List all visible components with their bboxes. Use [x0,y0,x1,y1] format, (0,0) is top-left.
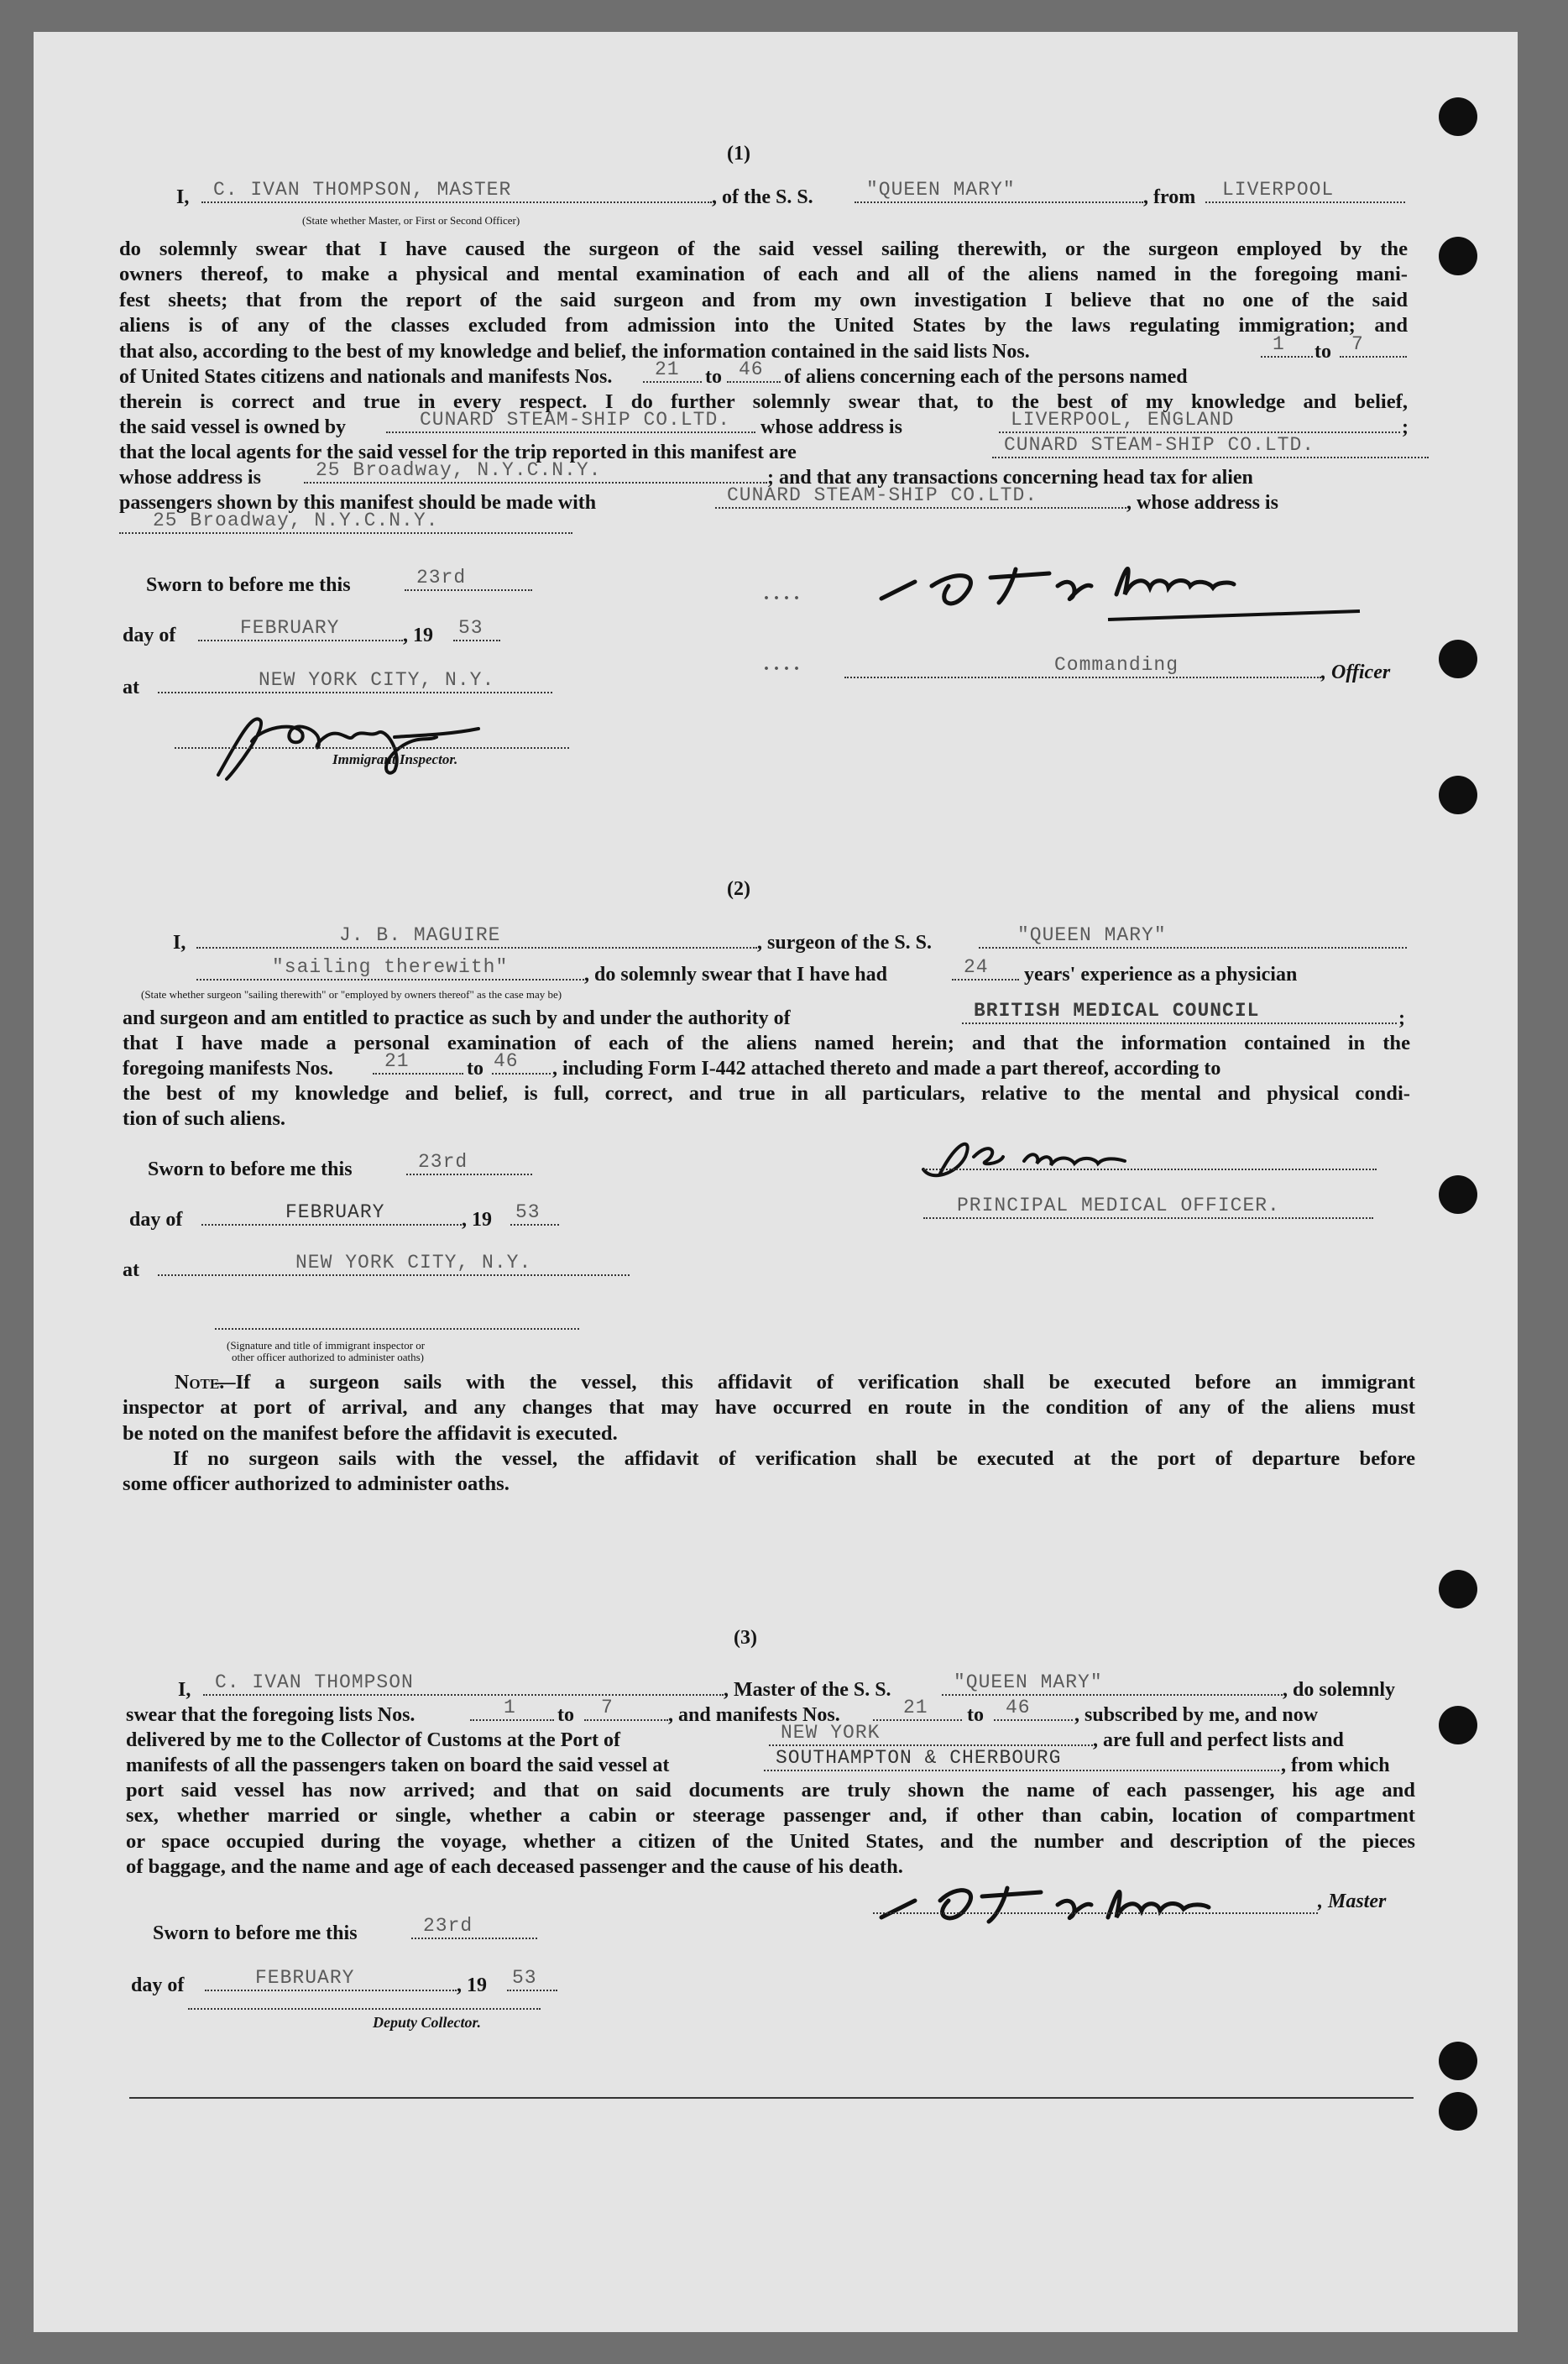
owner-address-field: LIVERPOOL, ENGLAND [999,408,1400,433]
month-field: FEBRUARY [198,616,403,641]
section-1-body: do solemnly swear that I have caused the surgeon of the said vessel sailing therewith, or the surgeon employed by the owners thereof, to make a physical and mental examination of each and all of the aliens named in the foregoing mani- fest sheets; that from the report of the said surgeon and from my own investigation I believe that no one of the said aliens is of any of the classes excluded from admission into the United States by the laws regulating immigration; and [119,238,1408,337]
vessel-field [855,178,1143,203]
note-text: —If a surgeon sails with the vessel, this affidavit of verification shall be executed before an immigrant inspector at port of arrival, and any changes that may have occurred en route in the condition of any of the aliens must be noted on the manifest before the affidavit is executed. If no surgeon sails with the vessel, the affidavit of verification shall be executed at the port of departure before some officer authorized to administer oaths. [123,1371,1415,1496]
lists-from-field: 1 [1261,332,1313,358]
manifests-lead: of United States citizens and nationals and manifests Nos. [119,366,613,388]
section-3-body: port said vessel has now arrived; and that on said documents are truly shown the name of each passenger, his age and sex, whether married or single, whether a cabin or steerage passenger and, if other than cabin, location of compartment or space occupied during the voyage, whether a citizen of the United States, and the number and description of the pieces of baggage, and the name and age of each deceased passenger and the cause of his death. [126,1779,1415,1878]
state-note: (State whether Master, or First or Second Officer) [302,214,520,227]
punch-hole [1439,776,1477,814]
surgeon-sworn-day-field: 23rd [406,1150,532,1175]
manifests-from-field: 21 [643,358,702,383]
lists-to-field: 7 [1340,332,1407,358]
punch-hole [1439,640,1477,678]
capacity-field: "sailing therewith" [196,955,584,981]
officer-title-field: Commanding [844,653,1321,678]
agents-address-field: 25 Broadway, N.Y.C.N.Y. [304,458,767,484]
master-signature-2 [839,1859,1309,1934]
section-3-year-field: 53 [507,1966,557,1991]
section-3-vessel-field: "QUEEN MARY" [942,1671,1283,1696]
master-signature [856,536,1393,628]
section-2-body: that I have made a personal examination of each of the aliens named herein; and that the information contained in the [123,1032,1410,1054]
punch-hole [1439,97,1477,136]
port-field: NEW YORK [769,1721,1093,1746]
section-3-month-field: FEBRUARY [205,1966,457,1991]
head-tax-address-field: 25 Broadway, N.Y.C.N.Y. [119,509,572,534]
surgeon-manifests-from-field: 21 [373,1049,463,1075]
inspector-signature [201,695,554,787]
section-3-number: (3) [734,1627,757,1649]
lists-lead: that also, according to the best of my knowledge and belief, the information contained in the said lists Nos. [119,341,1030,363]
section-3-sworn-day-field: 23rd [411,1914,537,1939]
year-field: 53 [453,616,500,641]
manifests-to-field: 46 [727,358,781,383]
from-label: , from [1143,186,1196,208]
punch-hole [1439,237,1477,275]
section-3-manifests-from-field: 21 [873,1696,962,1721]
surgeon-title-field: PRINCIPAL MEDICAL OFFICER. [923,1194,1373,1219]
from-port-field [1205,178,1405,203]
punch-hole [1439,1706,1477,1744]
pronoun: I, [176,186,190,208]
bottom-rule [129,2097,1414,2099]
section-3-master-field: C. IVAN THOMPSON [203,1671,724,1696]
master-name-field [201,178,712,203]
punch-hole [1439,2042,1477,2080]
punch-hole [1439,1175,1477,1214]
master-signature-line [873,1912,1318,1914]
agents-field: CUNARD STEAM-SHIP CO.LTD. [992,433,1429,458]
surgeon-name-field: J. B. MAGUIRE [196,923,757,949]
surgeon-signature [907,1123,1209,1190]
head-tax-agent-field: CUNARD STEAM-SHIP CO.LTD. [715,484,1126,509]
sworn-day-field: 23rd [405,566,532,591]
owner-field: CUNARD STEAM-SHIP CO.LTD. [386,408,755,433]
section-1-body-2: therein is correct and true in every respect. I do further solemnly swear that, to the best of my knowledge and belief, [119,390,1408,413]
affidavit-page: (1) I, C. IVAN THOMPSON, MASTER , of the S. S. "QUEEN MARY" , from LIVERPOOL (State whether Master, or First or Second Officer) do solemnly swear that I have caused the surgeon of the said vessel sailing therewith, or the surgeon employed by the owners thereof, to make a physical and mental examination of each and all of the aliens named in the foregoing mani- fest sheets; that from the report of the said surgeon and from my own investigation I believe that no one of the said aliens is of any of the classes excluded from admission into the United States by the laws regulating immigration; and that also, according to the best of my knowledge and belief, the information contained in the said lists Nos. 1 to 7 of United States citizens and nationals and manifests Nos. 21 to 46 of aliens concerning each of the persons named therein is correct and true in every respect. I do further solemnly swear that, to the best of my knowledge and belief, the said vessel is owned by CUNARD STEAM-SHIP CO.LTD. whose address is LIVERPOOL, ENGLAND ; that the local agents for the said vessel for the trip reported in this manifest are CUNARD STEAM-SHIP CO.LTD. whose address is 25 Broadway, N.Y.C.N.Y. ; and that any transactions concerning head tax for alien passengers shown by this manifest should be made with CUNARD STEAM-SHIP CO.LTD. , whose address is 25 Broadway, N.Y.C.N.Y. Sworn to before me this 23rd day of FEBRUARY , 19 53 at NEW YORK CITY, N.Y. Immigrant Inspector. . . . . . . . . Commanding , Officer (2) I, J. B. MAGUIRE , surgeon of the S. S. "QUEEN MARY" "sailing therewith" , do solemnly swear that I have had 24 years' experience as a physician (State whether surgeon "sailing therewith" or "employed by owners thereof" as the case may be) and surgeon and am entitled to practice as such by and under the authority of BRITISH MEDICAL COUNCIL ; that I have made a personal examination of each of the aliens named herein; and that the information contained in the foregoing manifests Nos. 21 to 46 , including Form I-442 attached thereto and made a part thereof, according to the best of my knowledge and belief, is full, correct, and true in all particulars, relative to the mental and physical condi- tion of such aliens. Sworn to before me this 23rd day of FEBRUARY , 19 53 at NEW YORK CITY, N.Y. PRINCIPAL MEDICAL OFFICER. (Signature and title of immigrant inspector or other officer authorized to administer oaths) Note. —If a surgeon sails with the vessel, this affidavit of verification shall be executed before an immigrant inspector at port of arrival, and any changes that may have occurred en route in the condition of any of the aliens must be noted on the manifest before the affidavit is executed. If no surgeon sails with the vessel, the affidavit of verification shall be executed at the port of departure before some officer authorized to administer oaths. (3) I, C. IVAN THOMPSON , Master of the S. S. "QUEEN MARY" , do solemnly swear that the foregoing lists Nos. 1 to 7 , and manifests Nos. 21 to 46 , subscribed by me, and now delivered by me to the Collector of Customs at the Port of NEW YORK , are full and perfect lists and manifests of all the passengers taken on board the said vessel at SOUTHAMPTON & CHERBOURG , from which port said vessel has now arrived; and that on said documents are truly shown the name of each passenger, his age and sex, whether married or single, whether a cabin or steerage passenger and, if other than cabin, location of compartment or space occupied during the voyage, whether a citizen of the United States, and the number and description of the pieces of baggage, and the name and age of each deceased passenger and the cause of his death. Sworn to before me this 23rd day of FEBRUARY , 19 53 Deputy Collector. , Master [34,32,1518,2332]
years-field: 24 [952,955,1019,981]
punch-hole [1439,1570,1477,1608]
from-port: LIVERPOOL [1222,179,1335,201]
section-2-number: (2) [727,878,750,900]
surgeon-signature-line [923,1169,1377,1170]
of-the-ss-label: , of the S. S. [712,186,813,208]
surgeon-month-field: FEBRUARY [201,1200,462,1226]
surgeon-vessel-field: "QUEEN MARY" [979,923,1407,949]
collector-line [188,2008,541,2010]
ports-from-field: SOUTHAMPTON & CHERBOURG [764,1746,1279,1771]
section-3-lists-from-field: 1 [470,1696,554,1721]
place-field: NEW YORK CITY, N.Y. [158,668,552,693]
note-label: Note. [175,1372,225,1394]
punch-hole [1439,2092,1477,2131]
surgeon-manifests-to-field: 46 [492,1049,551,1075]
vessel-name: "QUEEN MARY" [866,179,1016,201]
oath-officer-line [215,1328,579,1330]
surgeon-place-field: NEW YORK CITY, N.Y. [158,1251,630,1276]
section-1-number: (1) [727,143,750,165]
section-3-lists-to-field: 7 [584,1696,668,1721]
section-3-manifests-to-field: 46 [994,1696,1073,1721]
authority-field: BRITISH MEDICAL COUNCIL [962,999,1397,1024]
master-name: C. IVAN THOMPSON, MASTER [213,179,512,201]
surgeon-year-field: 53 [510,1200,559,1226]
